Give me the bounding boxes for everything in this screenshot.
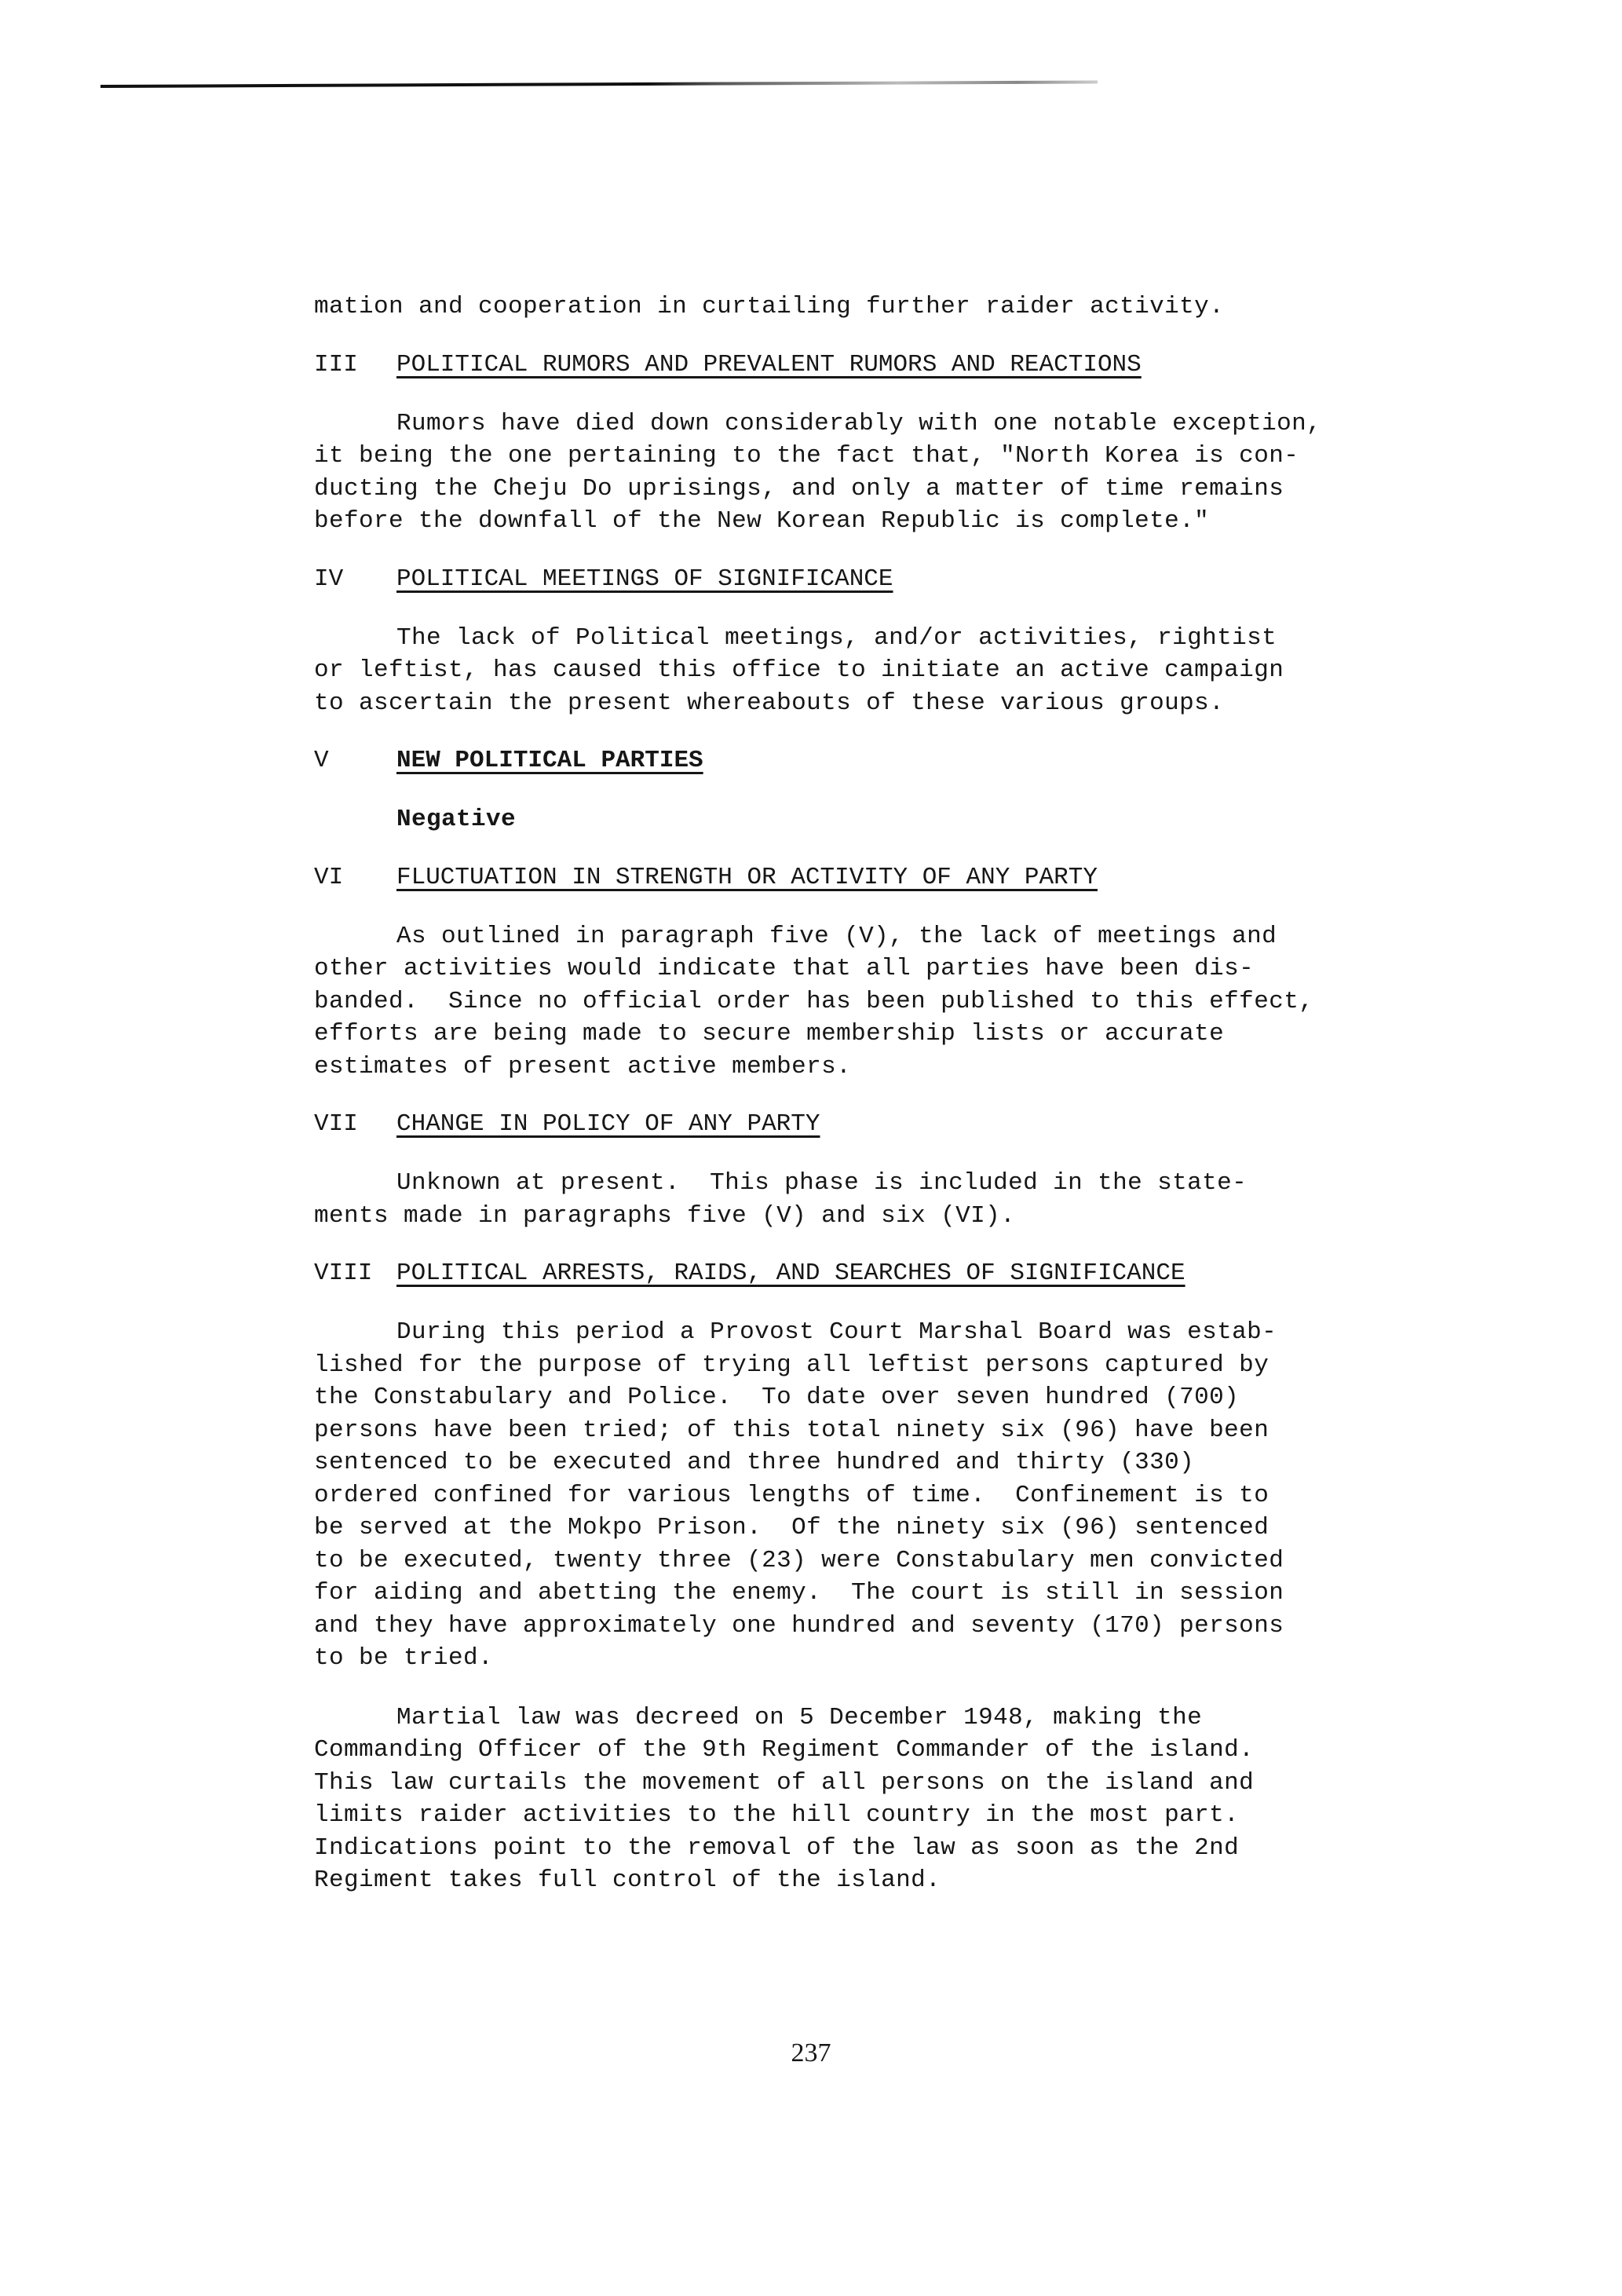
section-number: VIII <box>314 1260 373 1287</box>
text-line: ments made in paragraphs five (V) and six (VI). <box>314 1201 1016 1230</box>
text-line: sentenced to be executed and three hundred and thirty (330) <box>314 1449 1195 1476</box>
text-line: the Constabulary and Police. To date over seven hundred (700) <box>314 1384 1240 1411</box>
text-line: As outlined in paragraph five (V), the lack of meetings and <box>396 922 1277 950</box>
section-title: FLUCTUATION IN STRENGTH OR ACTIVITY OF ANY PARTY <box>396 863 1098 891</box>
text-line: be served at the Mokpo Prison. Of the ninety six (96) sentenced <box>314 1514 1269 1541</box>
text-line: estimates of present active members. <box>314 1052 852 1080</box>
text-line: Regiment takes full control of the island. <box>314 1866 941 1894</box>
text-line: Commanding Officer of the 9th Regiment Commander of the island. <box>314 1736 1255 1764</box>
section-heading-iii <box>314 349 1397 381</box>
paragraph-rumors <box>314 408 1397 538</box>
section-number: VII <box>314 1110 358 1138</box>
text-line: to be executed, twenty three (23) were Constabulary men convicted <box>314 1546 1284 1574</box>
paragraph-fluctuation <box>314 920 1397 1084</box>
section-number: VI <box>314 863 344 891</box>
text-line: other activities would indicate that all parties have been dis- <box>314 955 1255 982</box>
paragraph-meetings <box>314 622 1397 720</box>
text-line: ordered confined for various lengths of time. Confinement is to <box>314 1481 1269 1509</box>
text-line: persons have been tried; of this total ninety six (96) have been <box>314 1416 1269 1444</box>
text-line: During this period a Provost Court Marshal Board was estab- <box>396 1318 1277 1346</box>
text-line: Negative <box>396 806 517 833</box>
text-line: The lack of Political meetings, and/or activities, rightist <box>396 623 1277 652</box>
section-heading-viii <box>314 1257 1397 1289</box>
text-line: This law curtails the movement of all persons on the island and <box>314 1768 1255 1797</box>
text-line: limits raider activities to the hill country in the most part. <box>314 1801 1240 1829</box>
text-line: Indications point to the removal of the law as soon as the 2nd <box>314 1834 1240 1862</box>
section-title: CHANGE IN POLICY OF ANY PARTY <box>396 1110 820 1138</box>
section-title: POLITICAL RUMORS AND PREVALENT RUMORS AND REACTIONS <box>396 350 1142 378</box>
section-title: POLITICAL MEETINGS OF SIGNIFICANCE <box>396 565 893 593</box>
section-number: IV <box>314 565 344 593</box>
section-title: NEW POLITICAL PARTIES <box>396 747 703 774</box>
text-line: efforts are being made to secure membership lists or accurate <box>314 1020 1225 1047</box>
text-line: Unknown at present. This phase is included in the state- <box>396 1169 1248 1197</box>
text-line: lished for the purpose of trying all leftist persons captured by <box>314 1351 1269 1379</box>
paragraph-martial-law <box>314 1702 1397 1897</box>
text-line: ducting the Cheju Do uprisings, and only a matter of time remains <box>314 474 1284 503</box>
section-heading-vii <box>314 1108 1397 1140</box>
section-heading-vi <box>314 861 1397 894</box>
text-line: Rumors have died down considerably with one notable exception, <box>396 409 1322 437</box>
document-body <box>314 291 1397 1897</box>
paragraph-gap <box>314 1675 1397 1702</box>
text-line: Martial law was decreed on 5 December 1948, making the <box>396 1703 1203 1731</box>
paragraph-arrests <box>314 1316 1397 1675</box>
text-line: before the downfall of the New Korean Republic is complete." <box>314 507 1210 535</box>
paragraph-new-parties <box>314 803 1397 836</box>
text-line: for aiding and abetting the enemy. The court is still in session <box>314 1579 1284 1607</box>
top-rule <box>100 80 1098 88</box>
section-title: POLITICAL ARRESTS, RAIDS, AND SEARCHES OF SIGNIFICANCE <box>396 1260 1185 1287</box>
text-line: or leftist, has caused this office to initiate an active campaign <box>314 656 1284 684</box>
section-number: III <box>314 350 358 378</box>
section-heading-iv <box>314 563 1397 595</box>
page-number: 237 <box>791 2038 831 2067</box>
section-number: V <box>314 747 329 774</box>
paragraph-policy-change <box>314 1167 1397 1232</box>
text-line: banded. Since no official order has been published to this effect, <box>314 987 1314 1015</box>
text-line: to ascertain the present whereabouts of these various groups. <box>314 689 1225 717</box>
text-line: and they have approximately one hundred and seventy (170) persons <box>314 1611 1284 1640</box>
text-line: to be tried. <box>314 1644 494 1672</box>
opening-line: mation and cooperation in curtailing further raider activity. <box>314 293 1225 320</box>
text-line: it being the one pertaining to the fact that, "North Korea is con- <box>314 442 1299 470</box>
section-heading-v <box>314 744 1397 777</box>
